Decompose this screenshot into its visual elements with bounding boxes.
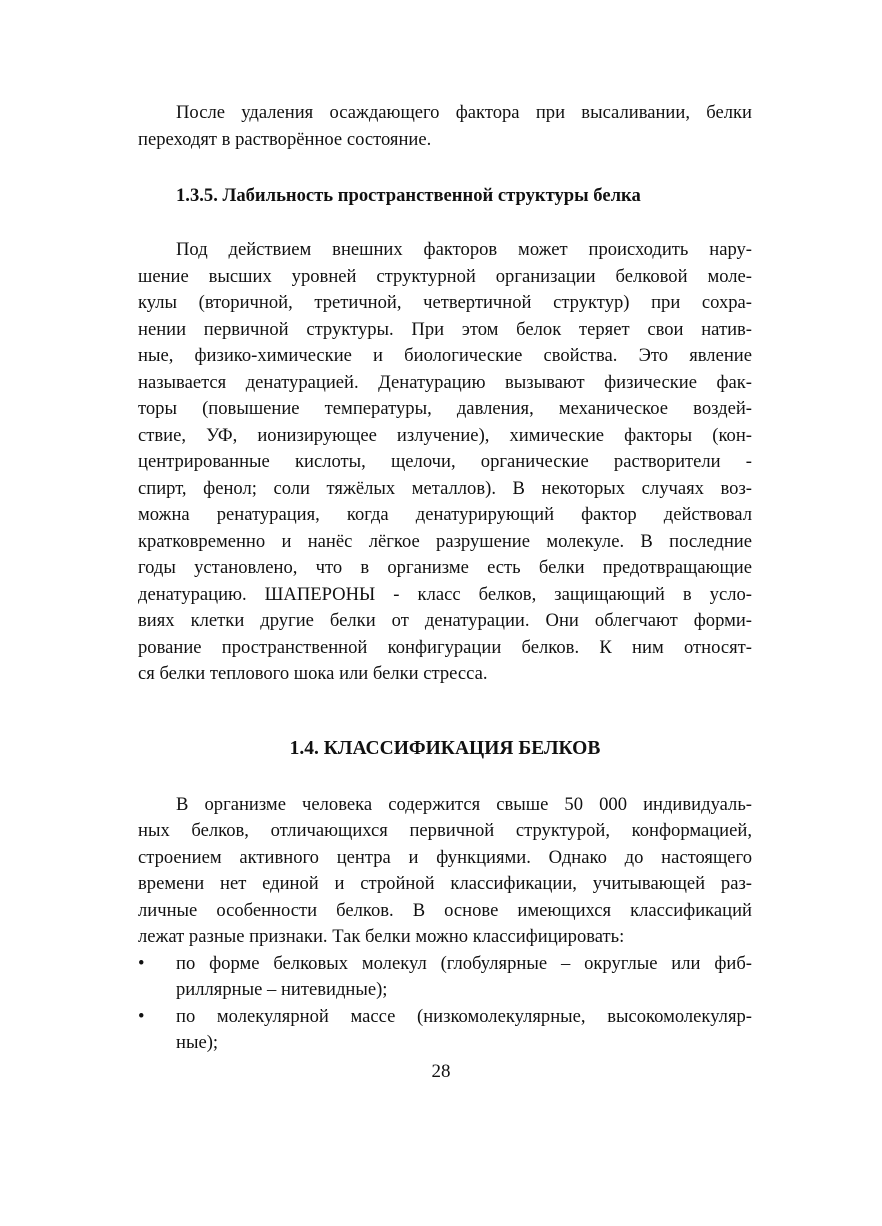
- text-line: рование пространственной конфигурации белков. К ним относят-: [138, 636, 752, 658]
- text-line: ся белки теплового шока или белки стресса.: [138, 663, 488, 684]
- text-line: кратковременно и нанёс лёгкое разрушение молекуле. В последние: [138, 530, 752, 552]
- text-line: кулы (вторичной, третичной, четвертичной структур) при сохра-: [138, 292, 752, 313]
- text-line: торы (повышение температуры, давления, механическое воздей-: [138, 398, 752, 419]
- section-heading-1-4: 1.4. КЛАССИФИКАЦИЯ БЕЛКОВ: [289, 737, 601, 759]
- text-line: ные, физико-химические и биологические свойства. Это явление: [138, 345, 752, 366]
- text-line: шение высших уровней структурной организации белковой моле-: [138, 265, 752, 287]
- text-line: Под действием внешних факторов может происходить нару-: [176, 239, 752, 260]
- text-line: В организме человека содержится свыше 50 000 индивидуаль-: [176, 793, 752, 815]
- text-line: по форме белковых молекул (глобулярные – округлые или фиб-: [176, 952, 752, 974]
- bullet-icon: •: [138, 1005, 145, 1027]
- text-line: риллярные – нитевидные);: [176, 979, 388, 1000]
- list-item: [138, 1004, 752, 1057]
- text-line: личные особенности белков. В основе имеющихся классификаций: [138, 899, 752, 921]
- bullet-icon: •: [138, 952, 145, 974]
- text-line: лежат разные признаки. Так белки можно классифицировать:: [138, 926, 625, 947]
- text-line: по молекулярной массе (низкомолекулярные, высокомолекуляр-: [176, 1005, 752, 1027]
- page-number: 28: [431, 1061, 451, 1082]
- text-line: После удаления осаждающего фактора при высаливании, белки: [176, 102, 752, 123]
- list-item: [138, 951, 752, 1004]
- text-line: можна ренатурация, когда денатурирующий фактор действовал: [138, 504, 752, 525]
- text-line: ные);: [176, 1032, 219, 1053]
- text-line: строением активного центра и функциями. Однако до настоящего: [138, 846, 752, 868]
- text-line: ствие, УФ, ионизирующее излучение), химические факторы (кон-: [138, 424, 752, 446]
- text-line: нении первичной структуры. При этом белок теряет свои натив-: [138, 318, 752, 340]
- text-line: виях клетки другие белки от денатурации. Они облегчают форми-: [138, 610, 752, 631]
- text-line: центрированные кислоты, щелочи, органические растворители -: [138, 451, 752, 472]
- page-content: [138, 100, 752, 1057]
- text-line: времени нет единой и стройной классификации, учитывающей раз-: [138, 873, 752, 894]
- text-line: денатурацию. ШАПЕРОНЫ - класс белков, защищающий в усло-: [138, 583, 752, 605]
- intro-paragraph: [138, 100, 752, 153]
- text-line: называется денатурацией. Денатурацию вызывают физические фак-: [138, 371, 752, 393]
- text-line: спирт, фенол; соли тяжёлых металлов). В некоторых случаях воз-: [138, 477, 752, 499]
- text-line: переходят в растворённое состояние.: [138, 128, 432, 150]
- text-line: годы установлено, что в организме есть белки предотвращающие: [138, 557, 752, 578]
- paragraph-classification: [138, 792, 752, 951]
- classification-list: [138, 951, 752, 1057]
- text-line: ных белков, отличающихся первичной структурой, конформацией,: [138, 820, 752, 841]
- paragraph-denaturation: [138, 237, 752, 688]
- section-heading-1-3-5: 1.3.5. Лабильность пространственной структуры белка: [176, 185, 641, 206]
